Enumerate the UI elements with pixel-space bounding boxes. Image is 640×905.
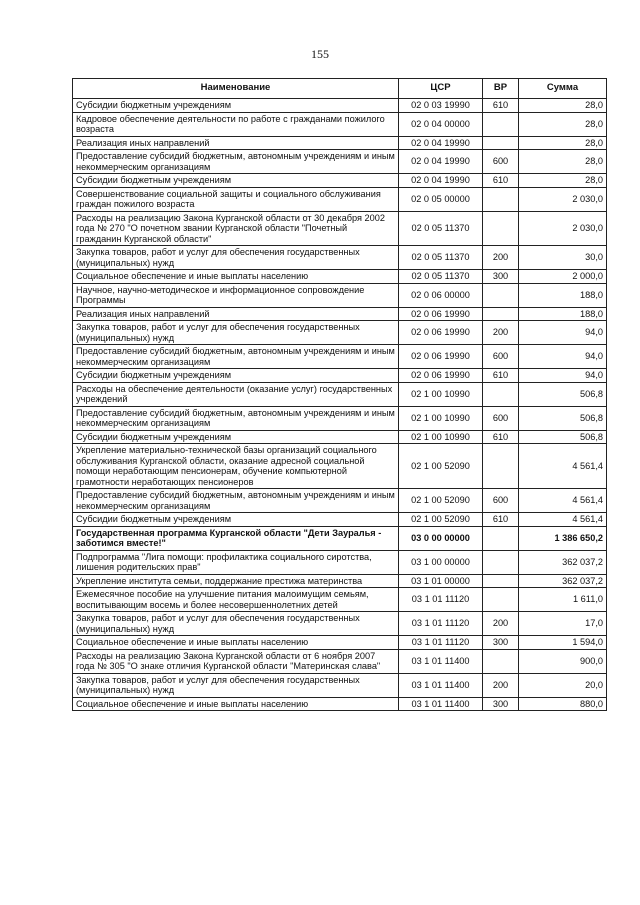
row-vr-cell [483,574,519,588]
table-row [73,550,607,574]
row-csr-cell: 03 1 01 11400 [399,697,483,711]
row-vr-cell: 610 [483,174,519,188]
budget-table [72,78,607,711]
row-name-cell: Субсидии бюджетным учреждениям [73,174,399,188]
row-vr-cell [483,136,519,150]
row-vr-cell: 600 [483,150,519,174]
header-name: Наименование [73,79,399,99]
row-sum-cell: 94,0 [519,321,607,345]
row-vr-cell: 300 [483,697,519,711]
table-row [73,283,607,307]
row-csr-cell: 03 1 01 11400 [399,673,483,697]
row-vr-cell [483,211,519,246]
row-vr-cell [483,283,519,307]
table-row [73,270,607,284]
row-vr-cell [483,550,519,574]
row-vr-cell: 610 [483,513,519,527]
table-row [73,673,607,697]
row-vr-cell [483,187,519,211]
table-row [73,636,607,650]
row-vr-cell [483,526,519,550]
row-csr-cell: 02 1 00 52090 [399,513,483,527]
row-csr-cell: 02 0 05 00000 [399,187,483,211]
row-csr-cell: 02 0 03 19990 [399,99,483,113]
table-row [73,489,607,513]
row-csr-cell: 03 1 01 11400 [399,649,483,673]
row-vr-cell: 200 [483,246,519,270]
row-name-cell: Закупка товаров, работ и услуг для обеспечения государственных (муниципальных) нужд [73,673,399,697]
row-sum-cell: 1 386 650,2 [519,526,607,550]
row-csr-cell: 02 0 04 19990 [399,150,483,174]
row-sum-cell: 880,0 [519,697,607,711]
row-csr-cell: 03 0 00 00000 [399,526,483,550]
table-row [73,112,607,136]
row-name-cell: Субсидии бюджетным учреждениям [73,369,399,383]
row-csr-cell: 02 0 05 11370 [399,211,483,246]
row-vr-cell [483,307,519,321]
row-name-cell: Предоставление субсидий бюджетным, автономным учреждениям и иным некоммерческим организациям [73,406,399,430]
table-body [73,99,607,711]
table-row [73,444,607,489]
row-name-cell: Укрепление института семьи, поддержание престижа материнства [73,574,399,588]
row-vr-cell: 610 [483,369,519,383]
row-name-cell: Совершенствование социальной защиты и социального обслуживания граждан пожилого возраста [73,187,399,211]
row-csr-cell: 02 0 06 19990 [399,307,483,321]
row-name-cell: Социальное обеспечение и иные выплаты населению [73,636,399,650]
row-sum-cell: 362 037,2 [519,550,607,574]
header-vr: ВР [483,79,519,99]
row-sum-cell: 2 030,0 [519,187,607,211]
table-row [73,369,607,383]
row-sum-cell: 188,0 [519,307,607,321]
row-name-cell: Закупка товаров, работ и услуг для обеспечения государственных (муниципальных) нужд [73,321,399,345]
table-row [73,697,607,711]
table-row [73,588,607,612]
row-name-cell: Расходы на обеспечение деятельности (оказание услуг) государственных учреждений [73,382,399,406]
table-row [73,246,607,270]
row-vr-cell [483,382,519,406]
table-row [73,574,607,588]
table-row [73,382,607,406]
row-sum-cell: 28,0 [519,99,607,113]
row-csr-cell: 02 0 04 19990 [399,174,483,188]
row-name-cell: Кадровое обеспечение деятельности по работе с гражданами пожилого возраста [73,112,399,136]
page-number: 155 [311,47,329,61]
row-sum-cell: 28,0 [519,112,607,136]
row-csr-cell: 03 1 01 00000 [399,574,483,588]
table-row [73,174,607,188]
table-row [73,187,607,211]
table-row [73,649,607,673]
row-sum-cell: 362 037,2 [519,574,607,588]
row-vr-cell: 610 [483,430,519,444]
row-csr-cell: 02 0 04 19990 [399,136,483,150]
row-csr-cell: 02 0 05 11370 [399,270,483,284]
row-sum-cell: 94,0 [519,369,607,383]
row-name-cell: Социальное обеспечение и иные выплаты населению [73,270,399,284]
row-vr-cell: 200 [483,612,519,636]
row-name-cell: Предоставление субсидий бюджетным, автономным учреждениям и иным некоммерческим организациям [73,345,399,369]
row-vr-cell: 600 [483,489,519,513]
row-sum-cell: 900,0 [519,649,607,673]
row-vr-cell [483,588,519,612]
row-vr-cell [483,444,519,489]
row-csr-cell: 02 0 05 11370 [399,246,483,270]
row-name-cell: Расходы на реализацию Закона Курганской области от 30 декабря 2002 года № 270 "О почетном звании Курганской области "Почетный гражданин Курганской области" [73,211,399,246]
row-vr-cell [483,112,519,136]
table-row [73,345,607,369]
row-sum-cell: 506,8 [519,430,607,444]
row-name-cell: Подпрограмма "Лига помощи: профилактика социального сиротства, лишения родительских прав" [73,550,399,574]
row-sum-cell: 2 000,0 [519,270,607,284]
table-row [73,406,607,430]
row-name-cell: Расходы на реализацию Закона Курганской области от 6 ноября 2007 года № 305 "О знаке отличия Курганской области "Материнская слава" [73,649,399,673]
row-sum-cell: 506,8 [519,406,607,430]
row-sum-cell: 2 030,0 [519,211,607,246]
row-sum-cell: 4 561,4 [519,444,607,489]
row-vr-cell: 600 [483,406,519,430]
table-row [73,526,607,550]
table-header-row [73,79,607,99]
row-name-cell: Предоставление субсидий бюджетным, автономным учреждениям и иным некоммерческим организациям [73,150,399,174]
row-sum-cell: 188,0 [519,283,607,307]
row-vr-cell: 300 [483,636,519,650]
row-sum-cell: 1 611,0 [519,588,607,612]
row-sum-cell: 20,0 [519,673,607,697]
row-csr-cell: 02 0 06 19990 [399,369,483,383]
row-vr-cell: 610 [483,99,519,113]
row-vr-cell: 200 [483,321,519,345]
row-csr-cell: 03 1 01 11120 [399,636,483,650]
row-csr-cell: 03 1 01 11120 [399,588,483,612]
row-csr-cell: 02 1 00 52090 [399,489,483,513]
row-vr-cell: 600 [483,345,519,369]
row-csr-cell: 02 1 00 10990 [399,406,483,430]
header-sum: Сумма [519,79,607,99]
row-csr-cell: 02 0 06 19990 [399,345,483,369]
row-name-cell: Реализация иных направлений [73,307,399,321]
row-name-cell: Социальное обеспечение и иные выплаты населению [73,697,399,711]
row-csr-cell: 02 1 00 10990 [399,430,483,444]
row-name-cell: Субсидии бюджетным учреждениям [73,513,399,527]
row-csr-cell: 02 1 00 10990 [399,382,483,406]
table-row [73,430,607,444]
row-sum-cell: 28,0 [519,174,607,188]
row-vr-cell [483,649,519,673]
row-vr-cell: 300 [483,270,519,284]
table-row [73,513,607,527]
row-name-cell: Укрепление материально-технической базы организаций социального обслуживания Курганской области, оказание адресной социальной помощи неработающим пенсионерам, обучение компьютерной грамотности неработающих пенсионеров [73,444,399,489]
table-row [73,211,607,246]
row-csr-cell: 02 0 06 19990 [399,321,483,345]
header-csr: ЦСР [399,79,483,99]
row-name-cell: Субсидии бюджетным учреждениям [73,99,399,113]
table-row [73,99,607,113]
row-csr-cell: 02 0 06 00000 [399,283,483,307]
row-csr-cell: 03 1 01 11120 [399,612,483,636]
row-sum-cell: 4 561,4 [519,513,607,527]
row-name-cell: Предоставление субсидий бюджетным, автономным учреждениям и иным некоммерческим организациям [73,489,399,513]
table-row [73,307,607,321]
row-vr-cell: 200 [483,673,519,697]
row-name-cell: Государственная программа Курганской области "Дети Зауралья - заботимся вместе!" [73,526,399,550]
row-sum-cell: 30,0 [519,246,607,270]
row-csr-cell: 03 1 00 00000 [399,550,483,574]
table-row [73,321,607,345]
row-sum-cell: 1 594,0 [519,636,607,650]
row-name-cell: Закупка товаров, работ и услуг для обеспечения государственных (муниципальных) нужд [73,612,399,636]
row-name-cell: Реализация иных направлений [73,136,399,150]
row-name-cell: Субсидии бюджетным учреждениям [73,430,399,444]
table-row [73,136,607,150]
table-row [73,612,607,636]
row-csr-cell: 02 1 00 52090 [399,444,483,489]
row-name-cell: Закупка товаров, работ и услуг для обеспечения государственных (муниципальных) нужд [73,246,399,270]
row-name-cell: Ежемесячное пособие на улучшение питания малоимущим семьям, воспитывающим восемь и более несовершеннолетних детей [73,588,399,612]
row-sum-cell: 17,0 [519,612,607,636]
row-csr-cell: 02 0 04 00000 [399,112,483,136]
row-name-cell: Научное, научно-методическое и информационное сопровождение Программы [73,283,399,307]
row-sum-cell: 94,0 [519,345,607,369]
row-sum-cell: 28,0 [519,136,607,150]
row-sum-cell: 28,0 [519,150,607,174]
table-row [73,150,607,174]
row-sum-cell: 506,8 [519,382,607,406]
row-sum-cell: 4 561,4 [519,489,607,513]
